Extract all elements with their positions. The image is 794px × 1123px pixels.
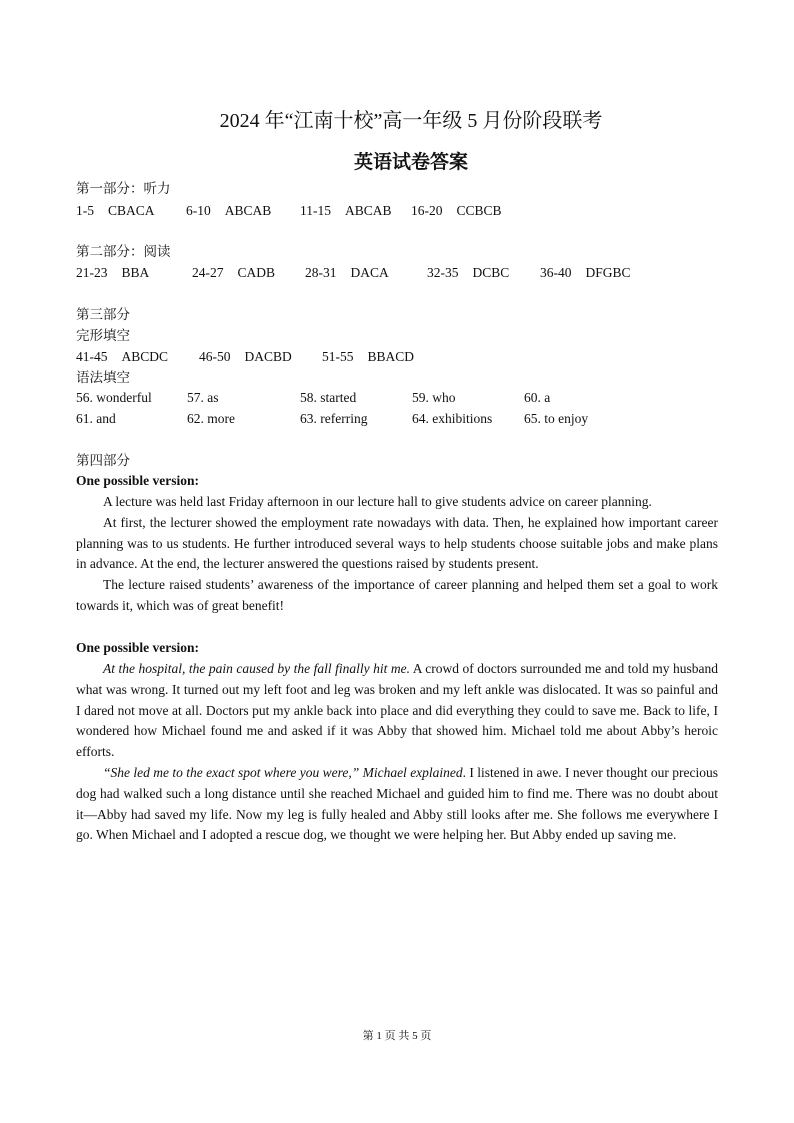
grammar-answer: 59. who (412, 390, 456, 405)
answer-group (300, 200, 392, 221)
answer-group (322, 346, 414, 367)
part3-heading: 第三部分 (76, 307, 130, 322)
essay2-label: One possible version: (76, 640, 200, 655)
answer-value: DCBC (472, 265, 510, 280)
given-opening-sentence: “She led me to the exact spot where you were,” Michael explained (103, 764, 463, 780)
essay-paragraph: At first, the lecturer showed the employment rate nowadays with data. Then, he explained how important career planning was to us students. He further introduced several ways to help students choose suitable jobs and make plans in advance. At the end, the lecturer answered the questions raised by students present. (76, 514, 718, 572)
grammar-answer: 62. more (187, 411, 235, 426)
answer-range: 11-15 (300, 203, 331, 218)
answer-range: 32-35 (427, 265, 459, 280)
answer-range: 24-27 (192, 265, 224, 280)
answer-value: ABCAB (345, 203, 392, 218)
answer-group (411, 200, 502, 221)
answer-value: BBA (121, 265, 150, 280)
grammar-answer: 58. started (300, 390, 357, 405)
answer-value: DFGBC (585, 265, 631, 280)
grammar-answer: 65. to enjoy (524, 411, 589, 426)
answer-group (427, 262, 509, 283)
part2-answers (76, 262, 718, 283)
grammar-answer: 57. as (187, 390, 219, 405)
answer-range: 21-23 (76, 265, 108, 280)
answer-range: 16-20 (411, 203, 443, 218)
answer-group (192, 262, 275, 283)
answer-value: BBACD (367, 349, 415, 364)
answer-range: 41-45 (76, 349, 108, 364)
cloze-answers (76, 346, 718, 367)
document-subtitle: 英语试卷答案 (353, 151, 468, 173)
cloze-heading: 完形填空 (76, 328, 130, 343)
given-opening-sentence: At the hospital, the pain caused by the fall finally hit me. (103, 661, 410, 676)
paragraph-text: . I listened in awe. I never thought our precious dog had walked such a long distance until she reached Michael and guided him to find me. There was no doubt about it—Abby had saved my life. Now my leg is fully healed and Abby still looks after me. She follows me everywhere I go. When Michael and I adopted a rescue dog, we thought we were helping her. But Abby ended up saving me. (76, 764, 718, 843)
answer-group (305, 262, 389, 283)
essay-paragraph: The lecture raised students’ awareness of the importance of career planning and helped them set a goal to work towards it, which was of great benefit! (76, 577, 718, 613)
grammar-answer: 63. referring (300, 411, 368, 426)
answer-range: 6-10 (186, 203, 211, 218)
essay-paragraph (76, 659, 718, 763)
essay1-label: One possible version: (76, 473, 200, 488)
answer-value: DACA (350, 265, 389, 280)
part2-heading: 第二部分：阅读 (76, 244, 171, 259)
grammar-answer: 64. exhibitions (412, 411, 493, 426)
paragraph-text: A crowd of doctors surrounded me and told my husband what was wrong. It turned out my left foot and leg was broken and my left ankle was dislocated. It was so painful and I dared not move at all. Doctors put my ankle back into place and did everything they could to save me. Back to life, I wondered how Michael found me and asked if it was Abby that showed him. Michael told me about Abby’s heroic efforts. (76, 661, 718, 760)
answer-value: CBACA (108, 203, 155, 218)
grammar-answer: 61. and (76, 411, 116, 426)
answer-group (76, 200, 155, 221)
grammar-row (76, 387, 718, 408)
grammar-row (76, 408, 718, 429)
answer-value: ABCAB (224, 203, 272, 218)
answer-range: 1-5 (76, 203, 94, 218)
part1-heading: 第一部分：听力 (76, 181, 171, 196)
answer-value: CADB (237, 265, 276, 280)
answer-group (199, 346, 292, 367)
page-number: 第 1 页 共 5 页 (362, 1030, 432, 1042)
essay2-body (76, 659, 718, 846)
grammar-answer: 56. wonderful (76, 390, 152, 405)
grammar-answer: 60. a (524, 390, 551, 405)
answer-value: CCBCB (456, 203, 502, 218)
answer-value: ABCDC (121, 349, 169, 364)
part4-heading: 第四部分 (76, 453, 130, 468)
answer-range: 51-55 (322, 349, 354, 364)
essay-paragraph: A lecture was held last Friday afternoon in our lecture hall to give students advice on career planning. (103, 494, 652, 509)
essay1-body (76, 492, 718, 617)
answer-group (186, 200, 271, 221)
answer-value: DACBD (244, 349, 292, 364)
answer-range: 46-50 (199, 349, 231, 364)
document-title: 2024 年“江南十校”高一年级 5 月份阶段联考 (219, 110, 603, 132)
part1-answers (76, 200, 718, 221)
answer-range: 28-31 (305, 265, 337, 280)
essay-paragraph (76, 763, 718, 846)
answer-group (76, 262, 149, 283)
answer-range: 36-40 (540, 265, 572, 280)
answer-group (76, 346, 168, 367)
answer-group (540, 262, 631, 283)
grammar-heading: 语法填空 (76, 370, 130, 385)
